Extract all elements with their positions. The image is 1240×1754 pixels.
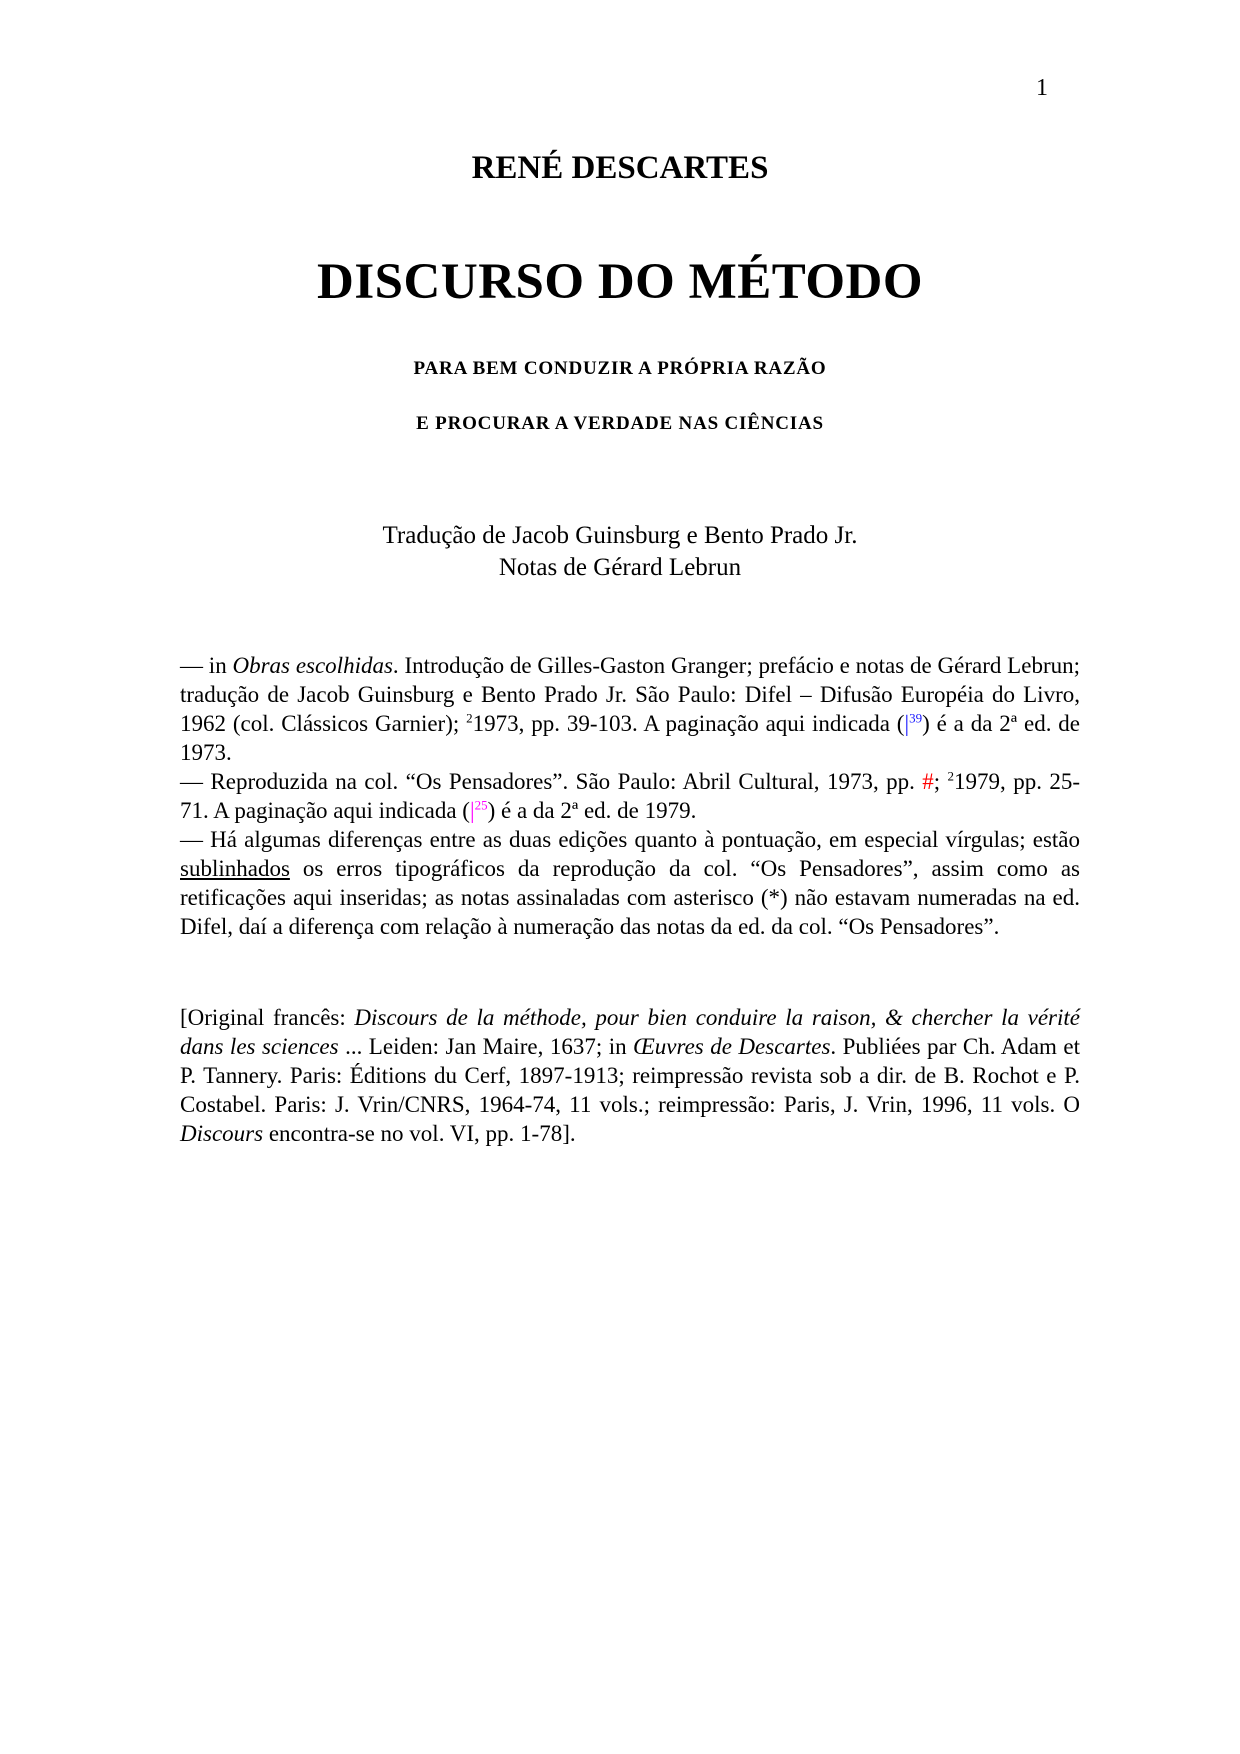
text: ) é a da 2ª ed. de 1979. bbox=[487, 798, 697, 823]
page-number: 1 bbox=[1036, 75, 1048, 101]
text: — Há algumas diferenças entre as duas edições quanto à pontuação, em especial vírgulas; estão bbox=[180, 827, 1080, 852]
notes-credit: Notas de Gérard Lebrun bbox=[498, 554, 742, 581]
text: ; bbox=[933, 769, 948, 794]
edition-superscript: 2 bbox=[466, 710, 473, 726]
text: ... Leiden: Jan Maire, 1637; in bbox=[338, 1034, 634, 1059]
oeuvres-title: Œuvres de Descartes bbox=[633, 1034, 831, 1059]
text: . Introdução de Gilles-Gaston Granger; prefácio e notas de Gérard Lebrun; tradução de Jacob Guinsburg e Bento Prado Jr. São Paulo: Difel – Difusão Européia do Livro, 1962 (col. Clássicos Garnier); bbox=[180, 653, 1080, 736]
edition-note-obras-escolhidas bbox=[180, 651, 1080, 767]
text: — in bbox=[180, 653, 233, 678]
original-title: Discours de la méthode, pour bien conduire la raison, & chercher la vérité dans les sciences bbox=[180, 1005, 1080, 1059]
original-reference bbox=[180, 1003, 1080, 1148]
text: ) é a da 2ª ed. de 1973. bbox=[180, 711, 1081, 765]
page-marker-number: 39 bbox=[909, 710, 923, 726]
discours-title: Discours bbox=[180, 1121, 264, 1146]
edition-notes bbox=[180, 651, 1080, 941]
page-marker-blue[interactable] bbox=[904, 711, 922, 736]
edition-note-differences bbox=[180, 825, 1080, 941]
translation-credit: Tradução de Jacob Guinsburg e Bento Prado Jr. bbox=[382, 522, 858, 549]
subtitle-line-1: PARA BEM CONDUZIR A PRÓPRIA RAZÃO bbox=[413, 358, 827, 379]
text: 1973, pp. 39-103. A paginação aqui indicada ( bbox=[472, 711, 905, 736]
subtitle-line-2: E PROCURAR A VERDADE NAS CIÊNCIAS bbox=[416, 413, 824, 434]
credits bbox=[0, 520, 1240, 584]
original-edition-note bbox=[180, 1003, 1080, 1148]
book-title: Obras escolhidas bbox=[232, 653, 393, 678]
missing-page-marker: # bbox=[922, 769, 934, 794]
text: encontra-se no vol. VI, pp. 1-78]. bbox=[263, 1121, 576, 1146]
document-title: DISCURSO DO MÉTODO bbox=[317, 254, 923, 310]
text: 1979, pp. 25-71. A paginação aqui indicada ( bbox=[180, 769, 1081, 823]
text: [Original francês: bbox=[180, 1005, 355, 1030]
page-marker-bar: | bbox=[469, 798, 475, 823]
text: . Publiées par Ch. Adam et P. Tannery. Paris: Éditions du Cerf, 1897-1913; reimpressão revista sob a dir. de B. Rochot e P. Costabel. Paris: J. Vrin/CNRS, 1964-74, 11 vols.; reimpressão: Paris, J. Vrin, 1996, 11 vols. O bbox=[180, 1034, 1080, 1117]
page-marker-magenta[interactable] bbox=[470, 798, 488, 823]
page-marker-number: 25 bbox=[474, 797, 488, 813]
edition-superscript: 2 bbox=[947, 768, 955, 784]
page-marker-bar: | bbox=[904, 711, 910, 736]
text: os erros tipográficos da reprodução da col. “Os Pensadores”, assim como as retificações aqui inseridas; as notas assinaladas com asterisco (*) não estavam numeradas na ed. Difel, daí a diferença com relação à numeração das notas da ed. da col. “Os Pensadores”. bbox=[180, 856, 1080, 939]
edition-note-os-pensadores bbox=[180, 767, 1080, 825]
underlined-word: sublinhados bbox=[180, 856, 290, 881]
author-name: RENÉ DESCARTES bbox=[471, 150, 769, 186]
text: — Reproduzida na col. “Os Pensadores”. São Paulo: Abril Cultural, 1973, pp. bbox=[180, 769, 923, 794]
